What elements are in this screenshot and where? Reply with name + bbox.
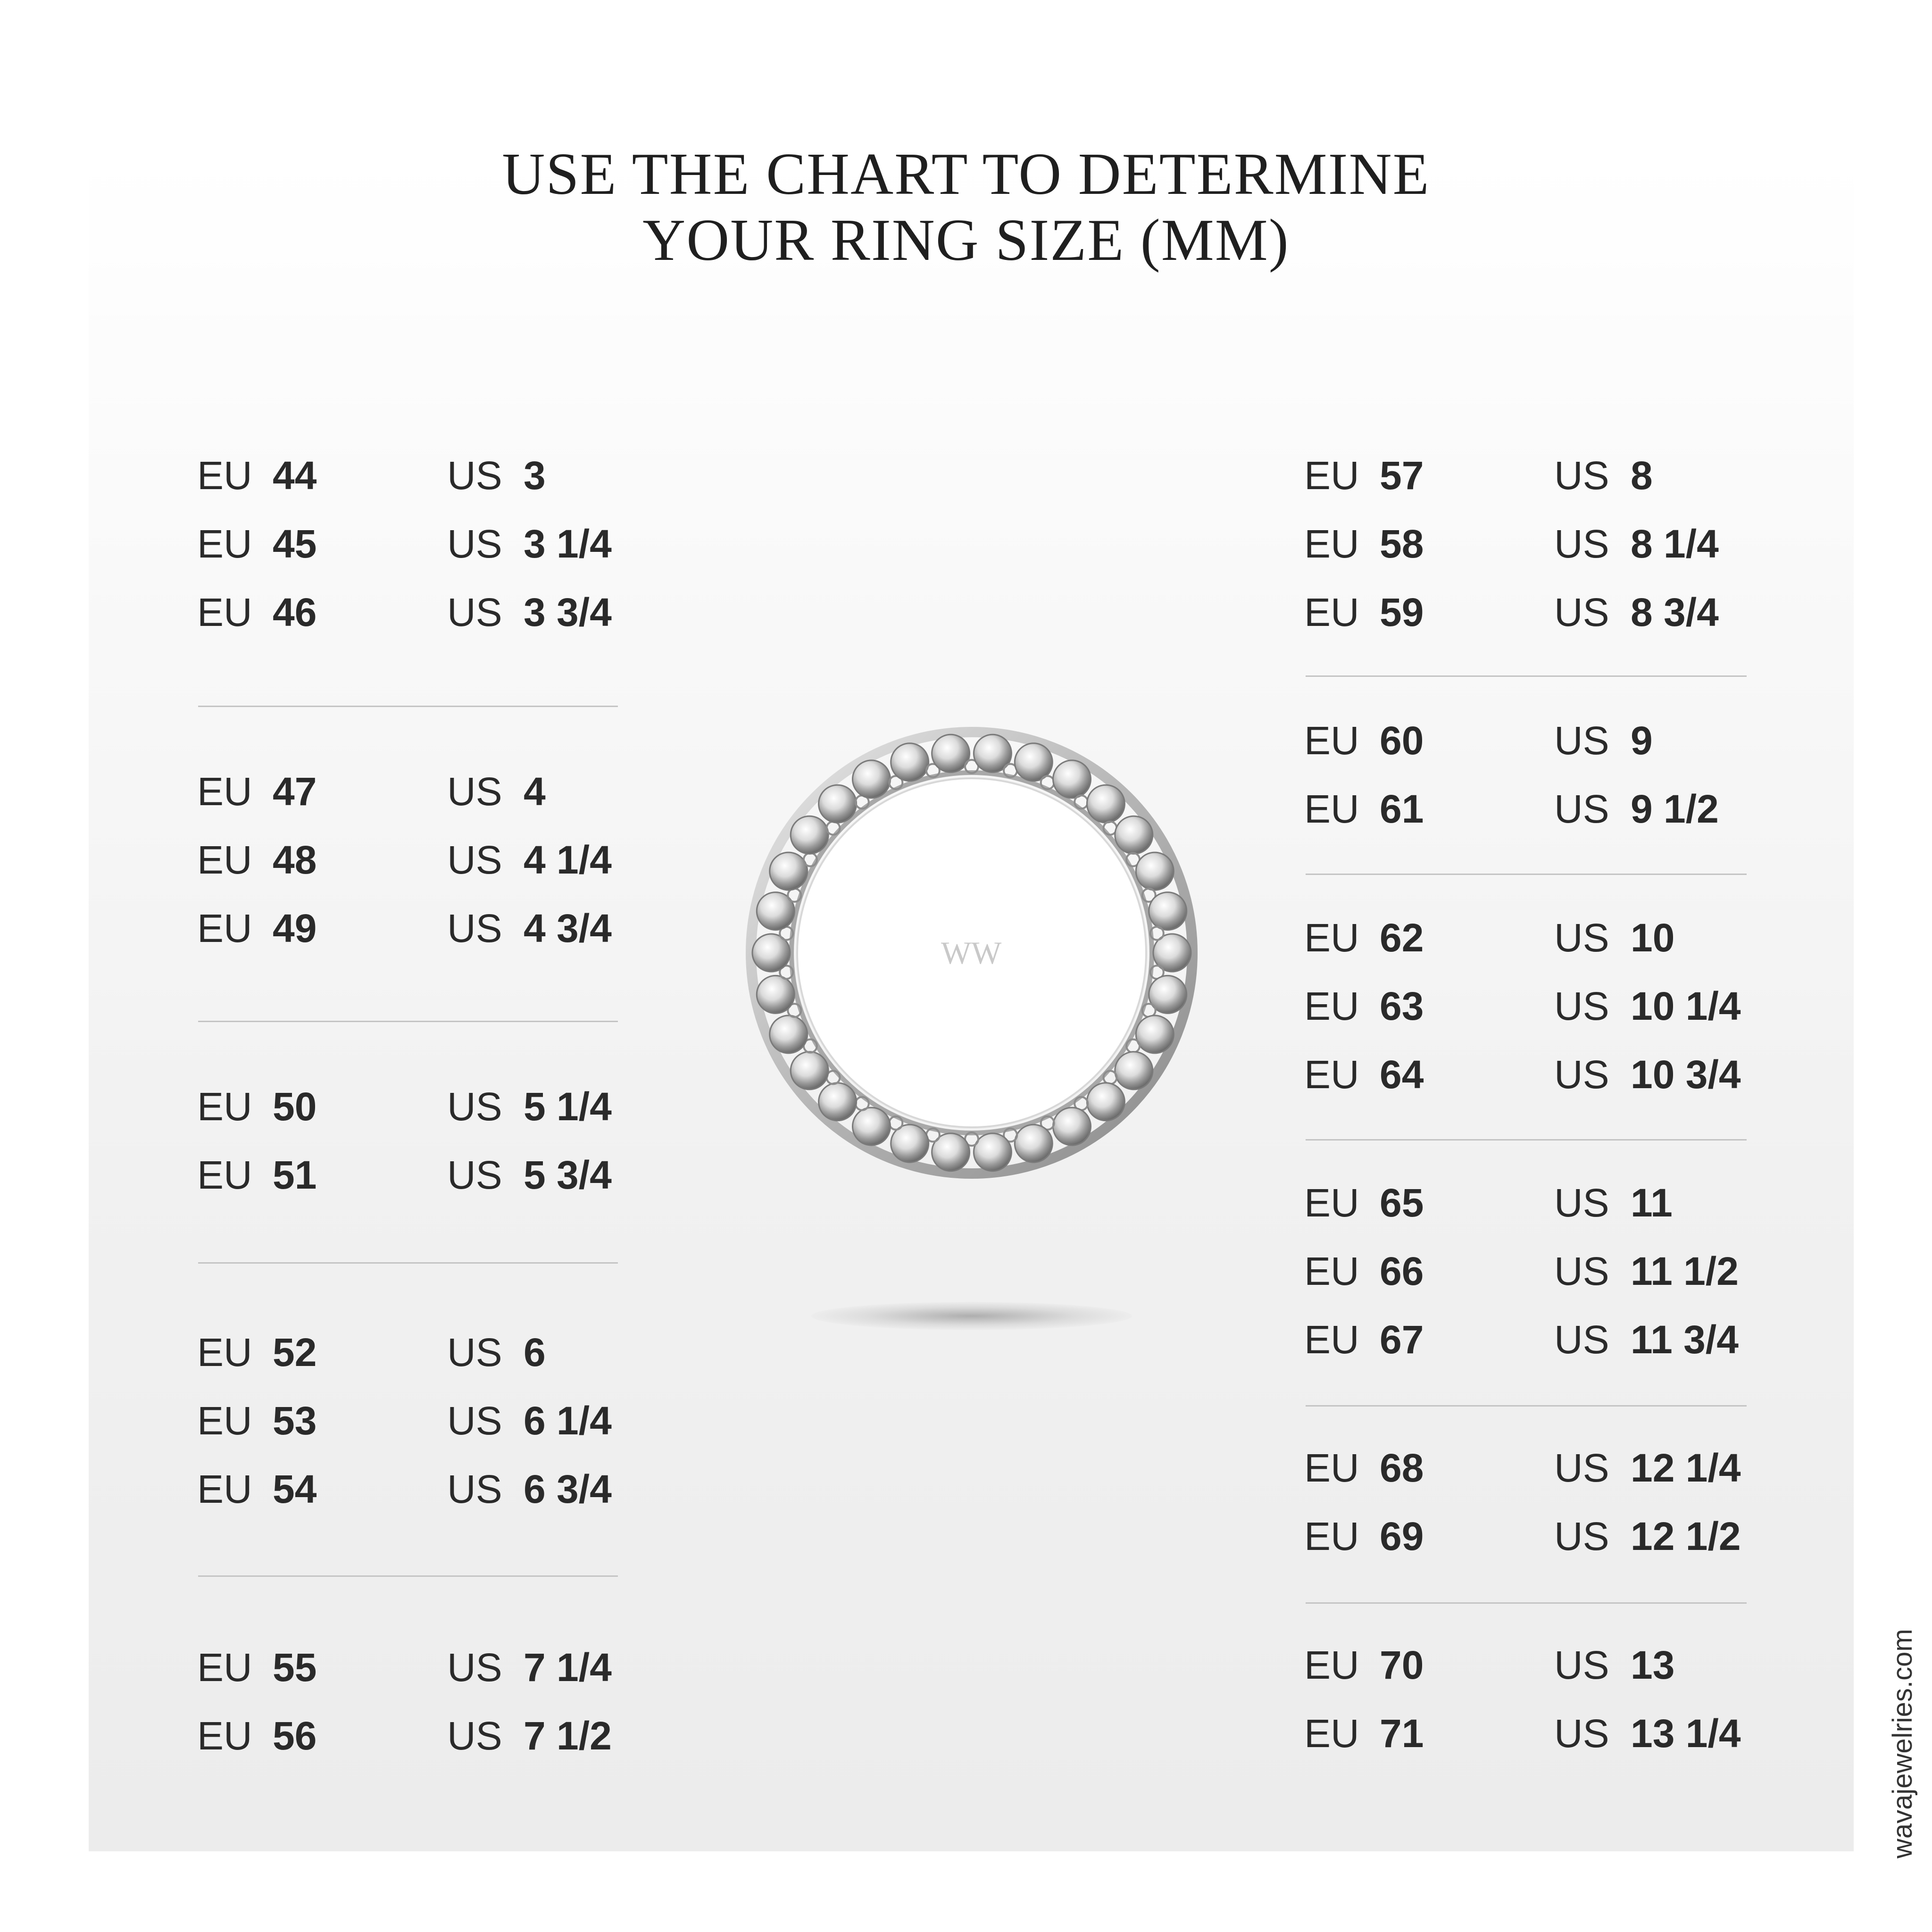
us-label: US [1554, 916, 1609, 960]
group-divider [1306, 874, 1747, 875]
eu-size-value: 62 [1380, 916, 1424, 960]
prong-setting [856, 1097, 869, 1110]
diamond-stone [819, 1083, 857, 1121]
eu-label: EU [197, 1084, 252, 1129]
eu-label: EU [1304, 1446, 1359, 1490]
eu-size-value: 58 [1380, 522, 1424, 566]
eu-size-value: 46 [273, 590, 317, 634]
us-size-value: 4 1/4 [524, 838, 612, 882]
us-label: US [1554, 1317, 1609, 1362]
eu-size-value: 55 [273, 1645, 317, 1690]
diamond-stone [791, 816, 828, 854]
eu-size-value: 60 [1380, 718, 1424, 763]
us-label: US [1554, 590, 1609, 634]
us-size-value: 3 [524, 453, 546, 498]
ring-shadow [811, 1302, 1132, 1330]
eu-label: EU [1304, 1514, 1359, 1558]
eu-label: EU [1304, 1249, 1359, 1293]
eu-size-value: 59 [1380, 590, 1424, 634]
us-label: US [1554, 1249, 1609, 1293]
eu-size-value: 69 [1380, 1514, 1424, 1558]
us-size-value: 11 [1631, 1181, 1673, 1225]
us-size-value: 12 1/4 [1631, 1446, 1741, 1490]
diamond-stone [932, 734, 970, 772]
eu-label: EU [1304, 916, 1359, 960]
eu-label: EU [1304, 787, 1359, 831]
diamond-stone [891, 743, 929, 781]
eu-label: EU [197, 1330, 252, 1374]
us-label: US [447, 1467, 502, 1511]
us-label: US [1554, 1514, 1609, 1558]
us-label: US [1554, 1181, 1609, 1225]
us-size-value: 6 3/4 [524, 1467, 612, 1511]
prong-setting [1074, 795, 1088, 808]
diamond-stone [770, 852, 808, 890]
page-title-line-2: YOUR RING SIZE (MM) [642, 208, 1290, 273]
us-size-value: 6 [524, 1330, 546, 1374]
us-label: US [1554, 453, 1609, 498]
eu-label: EU [197, 1467, 252, 1511]
us-label: US [1554, 984, 1609, 1028]
eu-label: EU [1304, 1317, 1359, 1362]
diamond-stone [1015, 1124, 1052, 1162]
diamond-stone [1053, 760, 1091, 798]
group-divider [1306, 1602, 1747, 1604]
prong-setting [1104, 1071, 1117, 1084]
us-size-value: 8 3/4 [1631, 590, 1719, 634]
diamond-stone [1149, 892, 1187, 930]
diamond-stone [853, 760, 891, 798]
group-divider [1306, 1139, 1747, 1141]
us-label: US [447, 1084, 502, 1129]
us-size-value: 3 3/4 [524, 590, 612, 634]
us-size-value: 7 1/2 [524, 1714, 612, 1758]
eu-size-value: 71 [1380, 1711, 1424, 1756]
eu-label: EU [197, 1153, 252, 1197]
us-size-value: 9 [1631, 718, 1653, 763]
page-title-line-1: USE THE CHART TO DETERMINE [502, 142, 1430, 207]
diamond-stone [757, 975, 794, 1013]
us-size-value: 13 1/4 [1631, 1711, 1741, 1756]
eu-label: EU [1304, 1181, 1359, 1225]
eu-size-value: 64 [1380, 1052, 1424, 1097]
us-size-value: 10 1/4 [1631, 984, 1741, 1028]
us-label: US [447, 1153, 502, 1197]
eu-label: EU [1304, 453, 1359, 498]
eu-label: EU [197, 906, 252, 950]
us-label: US [1554, 1643, 1609, 1687]
eu-label: EU [197, 1645, 252, 1690]
us-label: US [1554, 787, 1609, 831]
eu-size-value: 68 [1380, 1446, 1424, 1490]
eu-size-value: 52 [273, 1330, 317, 1374]
us-size-value: 7 1/4 [524, 1645, 612, 1690]
diamond-stone [853, 1108, 891, 1145]
us-size-value: 9 1/2 [1631, 787, 1719, 831]
us-label: US [447, 1399, 502, 1443]
eu-label: EU [197, 1714, 252, 1758]
eu-label: EU [197, 769, 252, 814]
diamond-stone [974, 1133, 1011, 1171]
us-size-value: 3 1/4 [524, 522, 612, 566]
eu-label: EU [1304, 984, 1359, 1028]
eu-size-value: 51 [273, 1153, 317, 1197]
us-label: US [447, 1645, 502, 1690]
diamond-stone [1115, 1052, 1153, 1090]
us-label: US [447, 769, 502, 814]
eu-size-value: 57 [1380, 453, 1424, 498]
eu-size-value: 48 [273, 838, 317, 882]
us-label: US [1554, 718, 1609, 763]
brand-logo: WW [941, 935, 1002, 971]
eu-size-value: 61 [1380, 787, 1424, 831]
eu-size-value: 65 [1380, 1181, 1424, 1225]
group-divider [1306, 675, 1747, 677]
eu-size-value: 66 [1380, 1249, 1424, 1293]
group-divider [198, 1262, 618, 1264]
us-label: US [1554, 522, 1609, 566]
us-size-value: 6 1/4 [524, 1399, 612, 1443]
diamond-stone [1087, 1083, 1124, 1121]
us-label: US [447, 1330, 502, 1374]
eu-size-value: 56 [273, 1714, 317, 1758]
us-size-value: 10 3/4 [1631, 1052, 1741, 1097]
us-label: US [447, 906, 502, 950]
group-divider [198, 1575, 618, 1577]
us-size-value: 8 [1631, 453, 1653, 498]
eu-label: EU [1304, 718, 1359, 763]
eu-label: EU [1304, 1052, 1359, 1097]
eu-label: EU [197, 590, 252, 634]
diamond-stone [1087, 785, 1124, 823]
us-size-value: 11 3/4 [1631, 1317, 1739, 1362]
eu-label: EU [197, 453, 252, 498]
eu-size-value: 47 [273, 769, 317, 814]
eu-size-value: 67 [1380, 1317, 1424, 1362]
us-size-value: 4 [524, 769, 546, 814]
us-size-value: 10 [1631, 916, 1675, 960]
diamond-stone [1136, 1016, 1174, 1053]
us-label: US [447, 1714, 502, 1758]
group-divider [198, 706, 618, 707]
us-size-value: 5 3/4 [524, 1153, 612, 1197]
us-size-value: 8 1/4 [1631, 522, 1719, 566]
eu-label: EU [197, 838, 252, 882]
us-label: US [1554, 1711, 1609, 1756]
eu-size-value: 45 [273, 522, 317, 566]
diamond-stone [791, 1052, 828, 1090]
us-size-value: 13 [1631, 1643, 1675, 1687]
eu-size-value: 53 [273, 1399, 317, 1443]
us-label: US [447, 522, 502, 566]
diamond-stone [1136, 852, 1174, 890]
eu-label: EU [1304, 522, 1359, 566]
prong-setting [827, 822, 840, 835]
us-label: US [447, 838, 502, 882]
us-label: US [1554, 1446, 1609, 1490]
us-size-value: 12 1/2 [1631, 1514, 1741, 1558]
diamond-stone [770, 1016, 808, 1053]
eu-size-value: 70 [1380, 1643, 1424, 1687]
us-size-value: 4 3/4 [524, 906, 612, 950]
eu-size-value: 44 [273, 453, 317, 498]
eu-size-value: 63 [1380, 984, 1424, 1028]
eu-size-value: 50 [273, 1084, 317, 1129]
us-label: US [1554, 1052, 1609, 1097]
eu-label: EU [1304, 590, 1359, 634]
eu-label: EU [1304, 1711, 1359, 1756]
diamond-stone [1053, 1108, 1091, 1145]
eu-label: EU [197, 522, 252, 566]
eu-label: EU [1304, 1643, 1359, 1687]
group-divider [1306, 1405, 1747, 1407]
diamond-stone [1115, 816, 1153, 854]
eu-size-value: 49 [273, 906, 317, 950]
eu-size-value: 54 [273, 1467, 317, 1511]
us-size-value: 5 1/4 [524, 1084, 612, 1129]
diamond-stone [819, 785, 857, 823]
group-divider [198, 1021, 618, 1022]
us-size-value: 11 1/2 [1631, 1249, 1739, 1293]
eu-label: EU [197, 1399, 252, 1443]
us-label: US [447, 590, 502, 634]
us-label: US [447, 453, 502, 498]
website-url: wavajewelries.com [1887, 1629, 1918, 1858]
